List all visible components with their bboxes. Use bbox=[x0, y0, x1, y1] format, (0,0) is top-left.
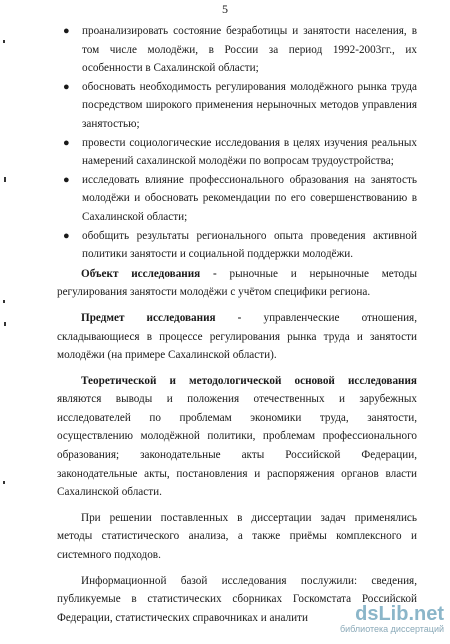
scan-mark bbox=[3, 481, 5, 484]
methods-paragraph: При решении поставленных в диссертации задач применялись методы статистического анализа, а также приёмы комплексного и системного подходов. bbox=[57, 511, 417, 562]
list-item-text: проанализировать состояние безработицы и занятости населения, в том числе молодёжи, в России за период 1992-2003гг., их особенности в Сахалинской области; bbox=[82, 25, 417, 75]
document-body bbox=[57, 22, 417, 627]
list-item bbox=[57, 78, 417, 134]
list-item-text: исследовать влияние профессионального образования на занятость молодёжи и обосновать рекомендации по его совершенствованию в Сахалинской области; bbox=[82, 173, 417, 223]
scan-mark bbox=[4, 177, 6, 182]
scan-mark bbox=[3, 40, 5, 43]
object-term: Объект исследования - bbox=[81, 267, 217, 280]
list-item-text: обобщить результаты регионального опыта проведения активной политики занятости и социальной поддержки молодёжи. bbox=[82, 229, 417, 261]
subject-term: Предмет исследования - bbox=[81, 311, 242, 324]
object-paragraph bbox=[57, 265, 417, 302]
basis-paragraph bbox=[57, 372, 417, 502]
object-text: рыночные и нерыночные методы регулирования занятости молодёжи с учётом специфики региона. bbox=[57, 267, 417, 299]
bullet-icon: ● bbox=[63, 25, 70, 37]
list-item bbox=[57, 227, 417, 264]
list-item-text: обосновать необходимость регулирования молодёжного рынка труда посредством широкого применения нерыночных методов управления занятостью; bbox=[82, 80, 417, 130]
watermark-logo: dsLib.net bbox=[355, 603, 444, 625]
dslib-watermark bbox=[324, 604, 444, 638]
bullet-icon: ● bbox=[63, 229, 70, 242]
info-paragraph: Информационной базой исследования послужили: сведения, публикуемые в статистических сборниках Госкомстата Российской Федерации, статистических справочниках и аналити bbox=[57, 574, 417, 624]
page-number: 5 bbox=[222, 2, 228, 16]
bullet-icon: ● bbox=[63, 80, 70, 93]
scan-mark bbox=[4, 322, 6, 326]
bullet-icon: ● bbox=[63, 136, 70, 149]
subject-text: управленческие отношения, складывающиеся в процессе регулирования рынка труда и занятости молодёжи (на примере Сахалинской области). bbox=[57, 311, 417, 362]
list-item-text: провести социологические исследования в целях изучения реальных намерений сахалинской молодёжи по вопросам трудоустройства; bbox=[82, 136, 417, 168]
list-item bbox=[57, 22, 417, 78]
subject-paragraph bbox=[57, 309, 417, 365]
bullet-icon: ● bbox=[63, 173, 70, 186]
watermark-subtitle: библиотека диссертаций bbox=[339, 624, 444, 634]
basis-term: Теоретической и методологической основой исследования bbox=[81, 374, 417, 387]
scan-mark bbox=[3, 300, 5, 303]
basis-text: являются выводы и положения отечественных и зарубежных исследователей по проблемам экономики труда, занятости, осуществлению молодёжной политики, проблемам профессионального образования; законодательные акты Российской Федерации, законодательные акты, постановления и распоряжения органов власти Сахалинской области. bbox=[57, 393, 417, 499]
list-item bbox=[57, 134, 417, 171]
list-item bbox=[57, 171, 417, 227]
task-list bbox=[57, 22, 417, 264]
